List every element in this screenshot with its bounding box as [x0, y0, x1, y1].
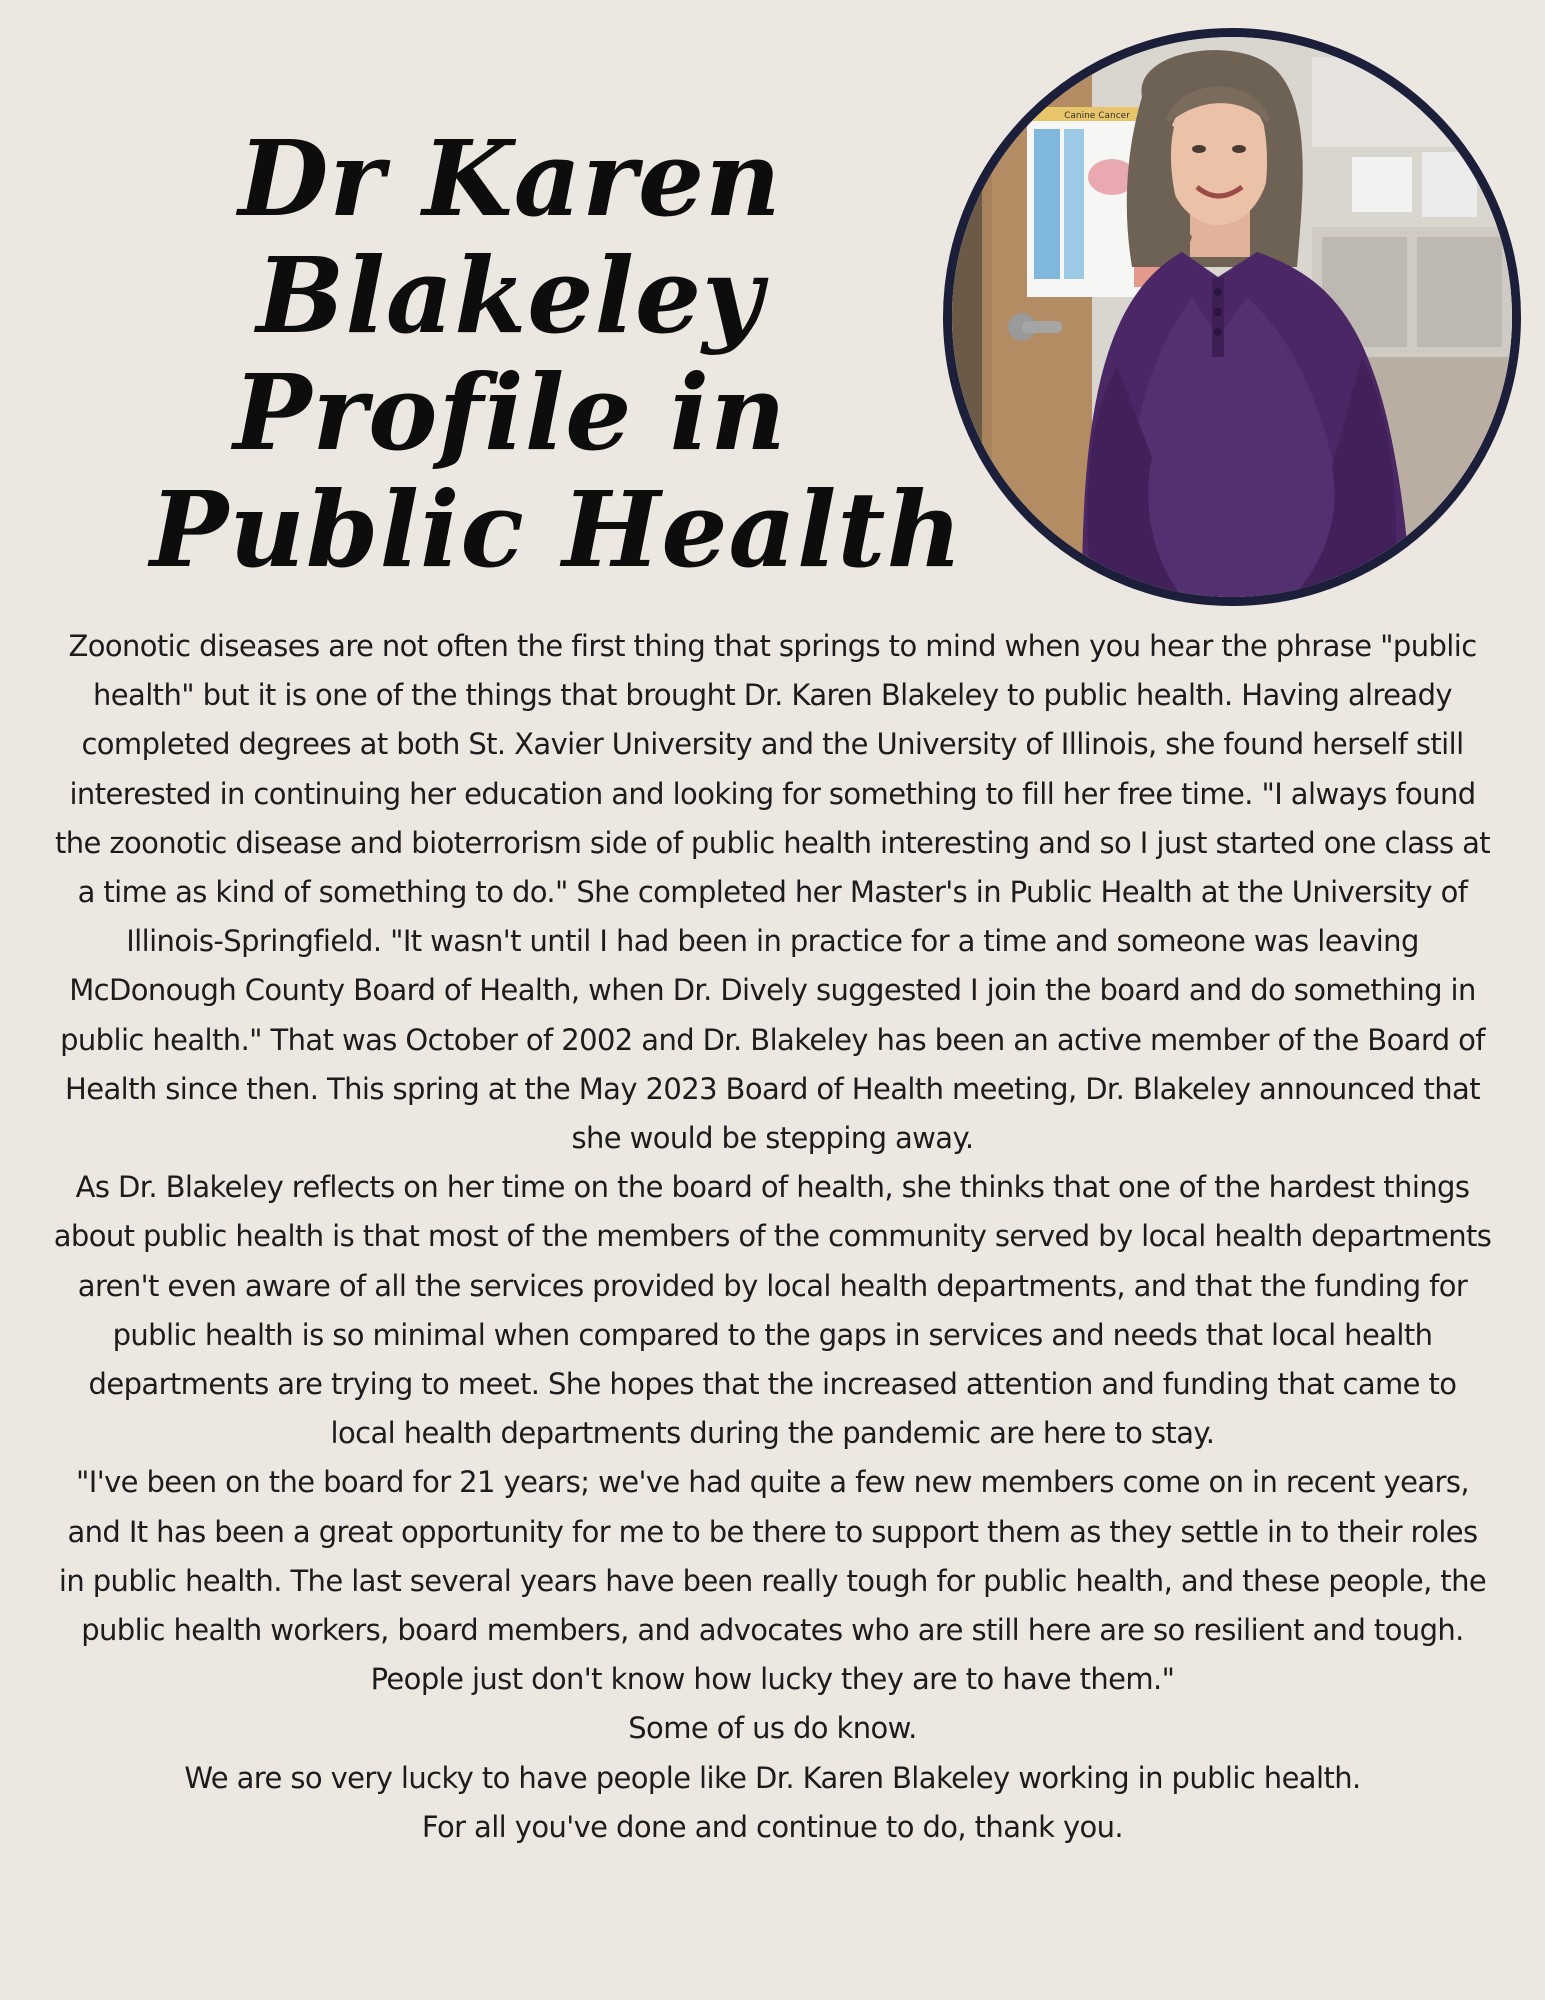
portrait-photo-icon	[952, 37, 1512, 597]
portrait-photo	[943, 28, 1521, 606]
paragraph-reflection: As Dr. Blakeley reflects on her time on the board of health, she thinks that one of the hardest things about public health is that most of the members of the community served by local health departments aren't even aware of all the services provided by local health departments, and that the funding for public health is so minimal when compared to the gaps in services and needs that local health departments are trying to meet. She hopes that the increased attention and funding that came to local health departments during the pandemic are here to stay.	[53, 1170, 1492, 1451]
article-body	[52, 622, 1493, 1852]
title-line-2: Blakeley	[256, 234, 764, 357]
title-line-4: Public Health	[150, 468, 964, 591]
page-title	[150, 117, 964, 591]
title-line-3: Profile in	[233, 351, 787, 474]
paragraph-closing-2: We are so very lucky to have people like Dr. Karen Blakeley working in public health.	[184, 1760, 1361, 1795]
title-line-1: Dr Karen	[238, 117, 782, 240]
paragraph-thank-you: For all you've done and continue to do, thank you.	[421, 1809, 1124, 1844]
poster-caption: Canine Cancer	[1064, 111, 1130, 121]
paragraph-quote: "I've been on the board for 21 years; we've had quite a few new members come on in recent years, and It has been a great opportunity for me to be there to support them as they settle in to their roles in public health. The last several years have been really tough for public health, and these people, the public health workers, board members, and advocates who are still here are so resilient and tough. People just don't know how lucky they are to have them."	[58, 1465, 1487, 1697]
paragraph-intro: Zoonotic diseases are not often the first thing that springs to mind when you hear the phrase "public health" but it is one of the things that brought Dr. Karen Blakeley to public health. Having already completed degrees at both St. Xavier University and the University of Illinois, she found herself still interested in continuing her education and looking for something to fill her free time. "I always found the zoonotic disease and bioterrorism side of public health interesting and so I just started one class at a time as kind of something to do." She completed her Master's in Public Health at the University of Illinois-Springfield. "It wasn't until I had been in practice for a time and someone was leaving McDonough County Board of Health, when Dr. Dively suggested I join the board and do something in public health." That was October of 2002 and Dr. Blakeley has been an active member of the Board of Health since then. This spring at the May 2023 Board of Health meeting, Dr. Blakeley announced that she would be stepping away.	[54, 629, 1491, 1156]
paragraph-closing-1: Some of us do know.	[628, 1711, 917, 1746]
